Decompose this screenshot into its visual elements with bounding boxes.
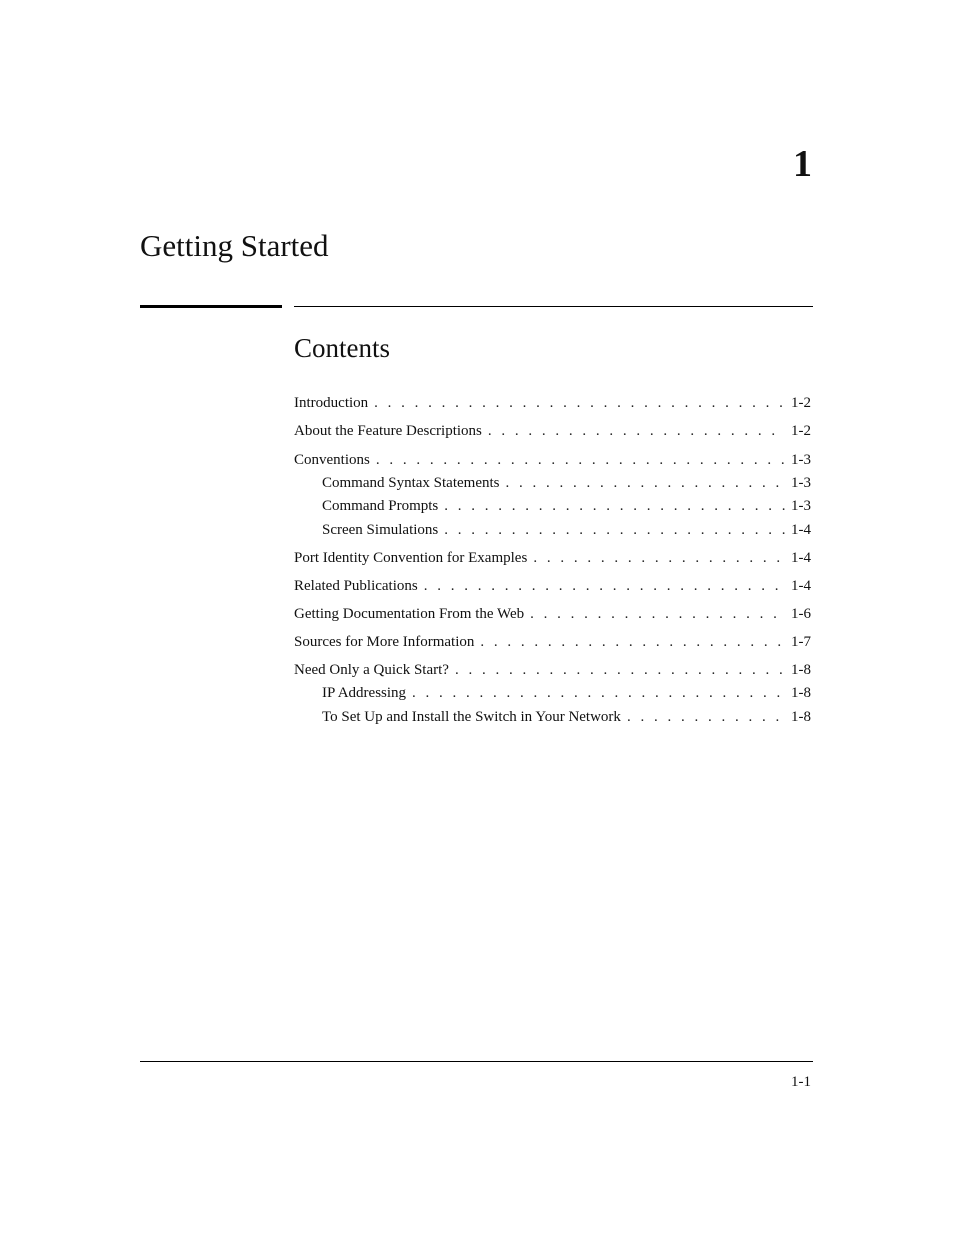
toc-entry-page: 1-4 [791, 578, 811, 594]
toc-dot-leader [444, 496, 785, 516]
toc-entry-label: Command Syntax Statements [322, 475, 500, 491]
toc-entry[interactable] [294, 604, 811, 624]
toc-entry-label: To Set Up and Install the Switch in Your Network [322, 709, 621, 725]
toc-entry-page: 1-6 [791, 606, 811, 622]
toc-entry[interactable] [294, 421, 811, 441]
toc-dot-leader [444, 520, 785, 540]
toc-dot-leader [533, 548, 785, 568]
toc-entry-label: Related Publications [294, 578, 418, 594]
chapter-title: Getting Started [140, 228, 329, 263]
toc-dot-leader [376, 450, 785, 470]
toc-dot-leader [412, 683, 785, 703]
toc-entry[interactable] [294, 393, 811, 413]
toc-entry[interactable] [294, 660, 811, 680]
toc-dot-leader [374, 393, 785, 413]
toc-entry-page: 1-8 [791, 662, 811, 678]
toc-entry-label: Sources for More Information [294, 634, 475, 650]
toc-entry-label: Need Only a Quick Start? [294, 662, 449, 678]
toc-entry-label: Port Identity Convention for Examples [294, 550, 528, 566]
toc-entry-page: 1-8 [791, 709, 811, 725]
toc-entry[interactable] [294, 548, 811, 568]
toc-dot-leader [424, 576, 785, 596]
toc-entry[interactable] [322, 473, 811, 493]
toc-entry-page: 1-8 [791, 685, 811, 701]
toc-entry-page: 1-3 [791, 452, 811, 468]
toc-entry-label: IP Addressing [322, 685, 407, 701]
toc-entry-page: 1-3 [791, 475, 811, 491]
toc-entry-page: 1-7 [791, 634, 811, 650]
toc-entry-label: Conventions [294, 452, 370, 468]
toc-entry[interactable] [322, 520, 811, 540]
toc-entry[interactable] [322, 683, 811, 703]
toc-entry-label: About the Feature Descriptions [294, 423, 482, 439]
toc-entry-page: 1-2 [791, 423, 811, 439]
toc-entry[interactable] [294, 632, 811, 652]
toc-dot-leader [506, 473, 786, 493]
toc-dot-leader [480, 632, 785, 652]
footer-page-number: 1-1 [791, 1074, 811, 1090]
footer-rule [140, 1061, 813, 1062]
toc-dot-leader [530, 604, 785, 624]
toc-entry-label: Command Prompts [322, 498, 439, 514]
toc-entry-page: 1-4 [791, 522, 811, 538]
toc-entry[interactable] [294, 576, 811, 596]
toc-entry[interactable] [294, 450, 811, 470]
toc-entry-label: Introduction [294, 395, 369, 411]
toc-entry-label: Getting Documentation From the Web [294, 606, 525, 622]
toc-entry-label: Screen Simulations [322, 522, 439, 538]
toc-entry[interactable] [322, 496, 811, 516]
toc-entry-page: 1-3 [791, 498, 811, 514]
toc-dot-leader [488, 421, 785, 441]
contents-heading: Contents [294, 333, 391, 363]
toc-entry-page: 1-2 [791, 395, 811, 411]
toc-entry[interactable] [322, 707, 811, 727]
chapter-number: 1 [793, 143, 812, 185]
toc-dot-leader [627, 707, 785, 727]
toc-entry-page: 1-4 [791, 550, 811, 566]
toc-dot-leader [455, 660, 785, 680]
